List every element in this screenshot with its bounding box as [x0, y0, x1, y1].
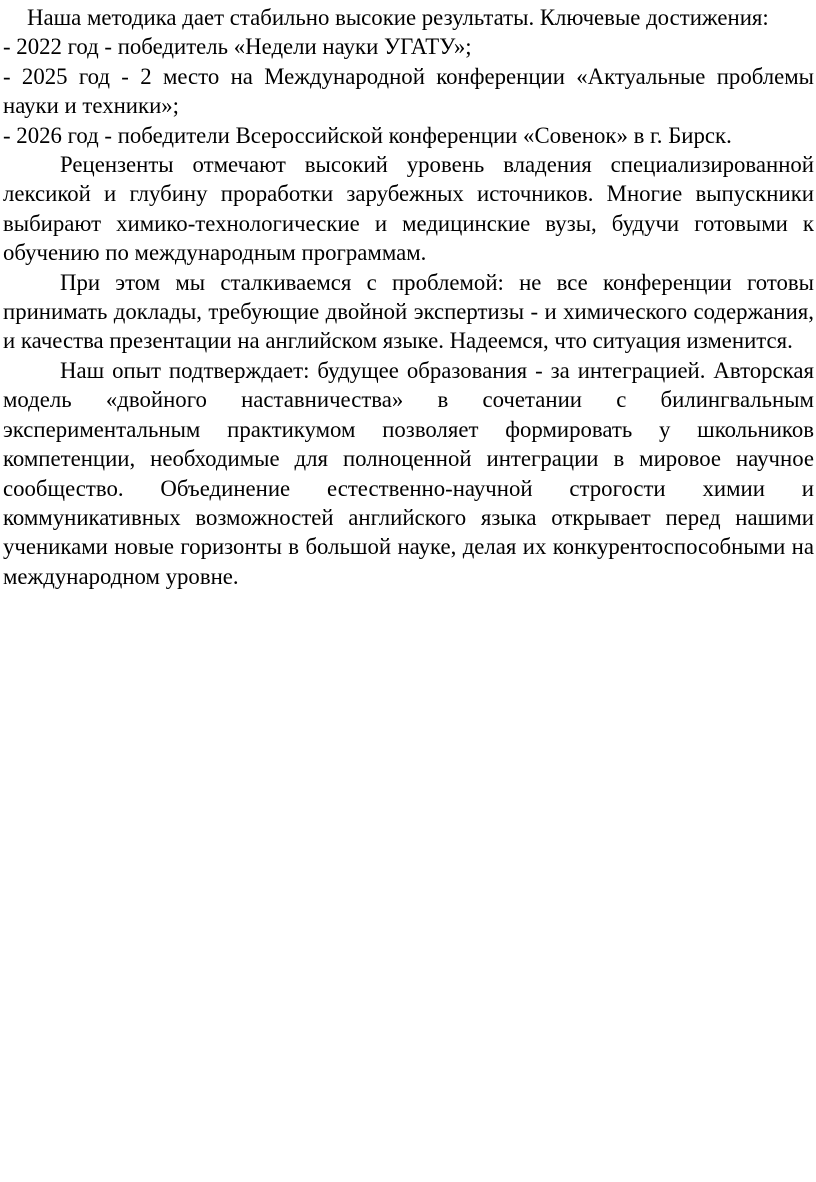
achievements-list [3, 32, 814, 150]
body-paragraph: При этом мы сталкиваемся с проблемой: не все конференции готовы принимать доклады, требующие двойной экспертизы - и химического содержания, и качества презентации на английском языке. Надеемся, что ситуация изменится. [3, 269, 814, 354]
body-paragraph: Рецензенты отмечают высокий уровень владения специализированной лексикой и глубину проработки зарубежных источников. Многие выпускники выбирают химико-технологические и медицинские вузы, будучи готовыми к обучению по международным программам. [3, 152, 814, 266]
intro-paragraph: Наша методика дает стабильно высокие результаты. Ключевые достижения: [27, 5, 769, 30]
achievement-item: - 2022 год - победитель «Недели науки УГАТУ»; [3, 34, 472, 60]
body-paragraph: Наш опыт подтверждает: будущее образования - за интеграцией. Авторская модель «двойного наставничества» в сочетании с билингвальным экспериментальным практикумом позволяет формировать у школьников компетенции, необходимые для полноценной интеграции в мировое научное сообщество. Объединение естественно-научной строгости химии и коммуникативных возможностей английского языка открывает перед нашими учениками новые горизонты в большой науке, делая их конкурентоспособными на международном уровне. [3, 357, 814, 589]
achievement-item: - 2025 год - 2 место на Международной конференции «Актуальные проблемы науки и техники»; [3, 63, 814, 119]
achievement-item: - 2026 год - победители Всероссийской конференции «Совенок» в г. Бирск. [3, 122, 732, 148]
